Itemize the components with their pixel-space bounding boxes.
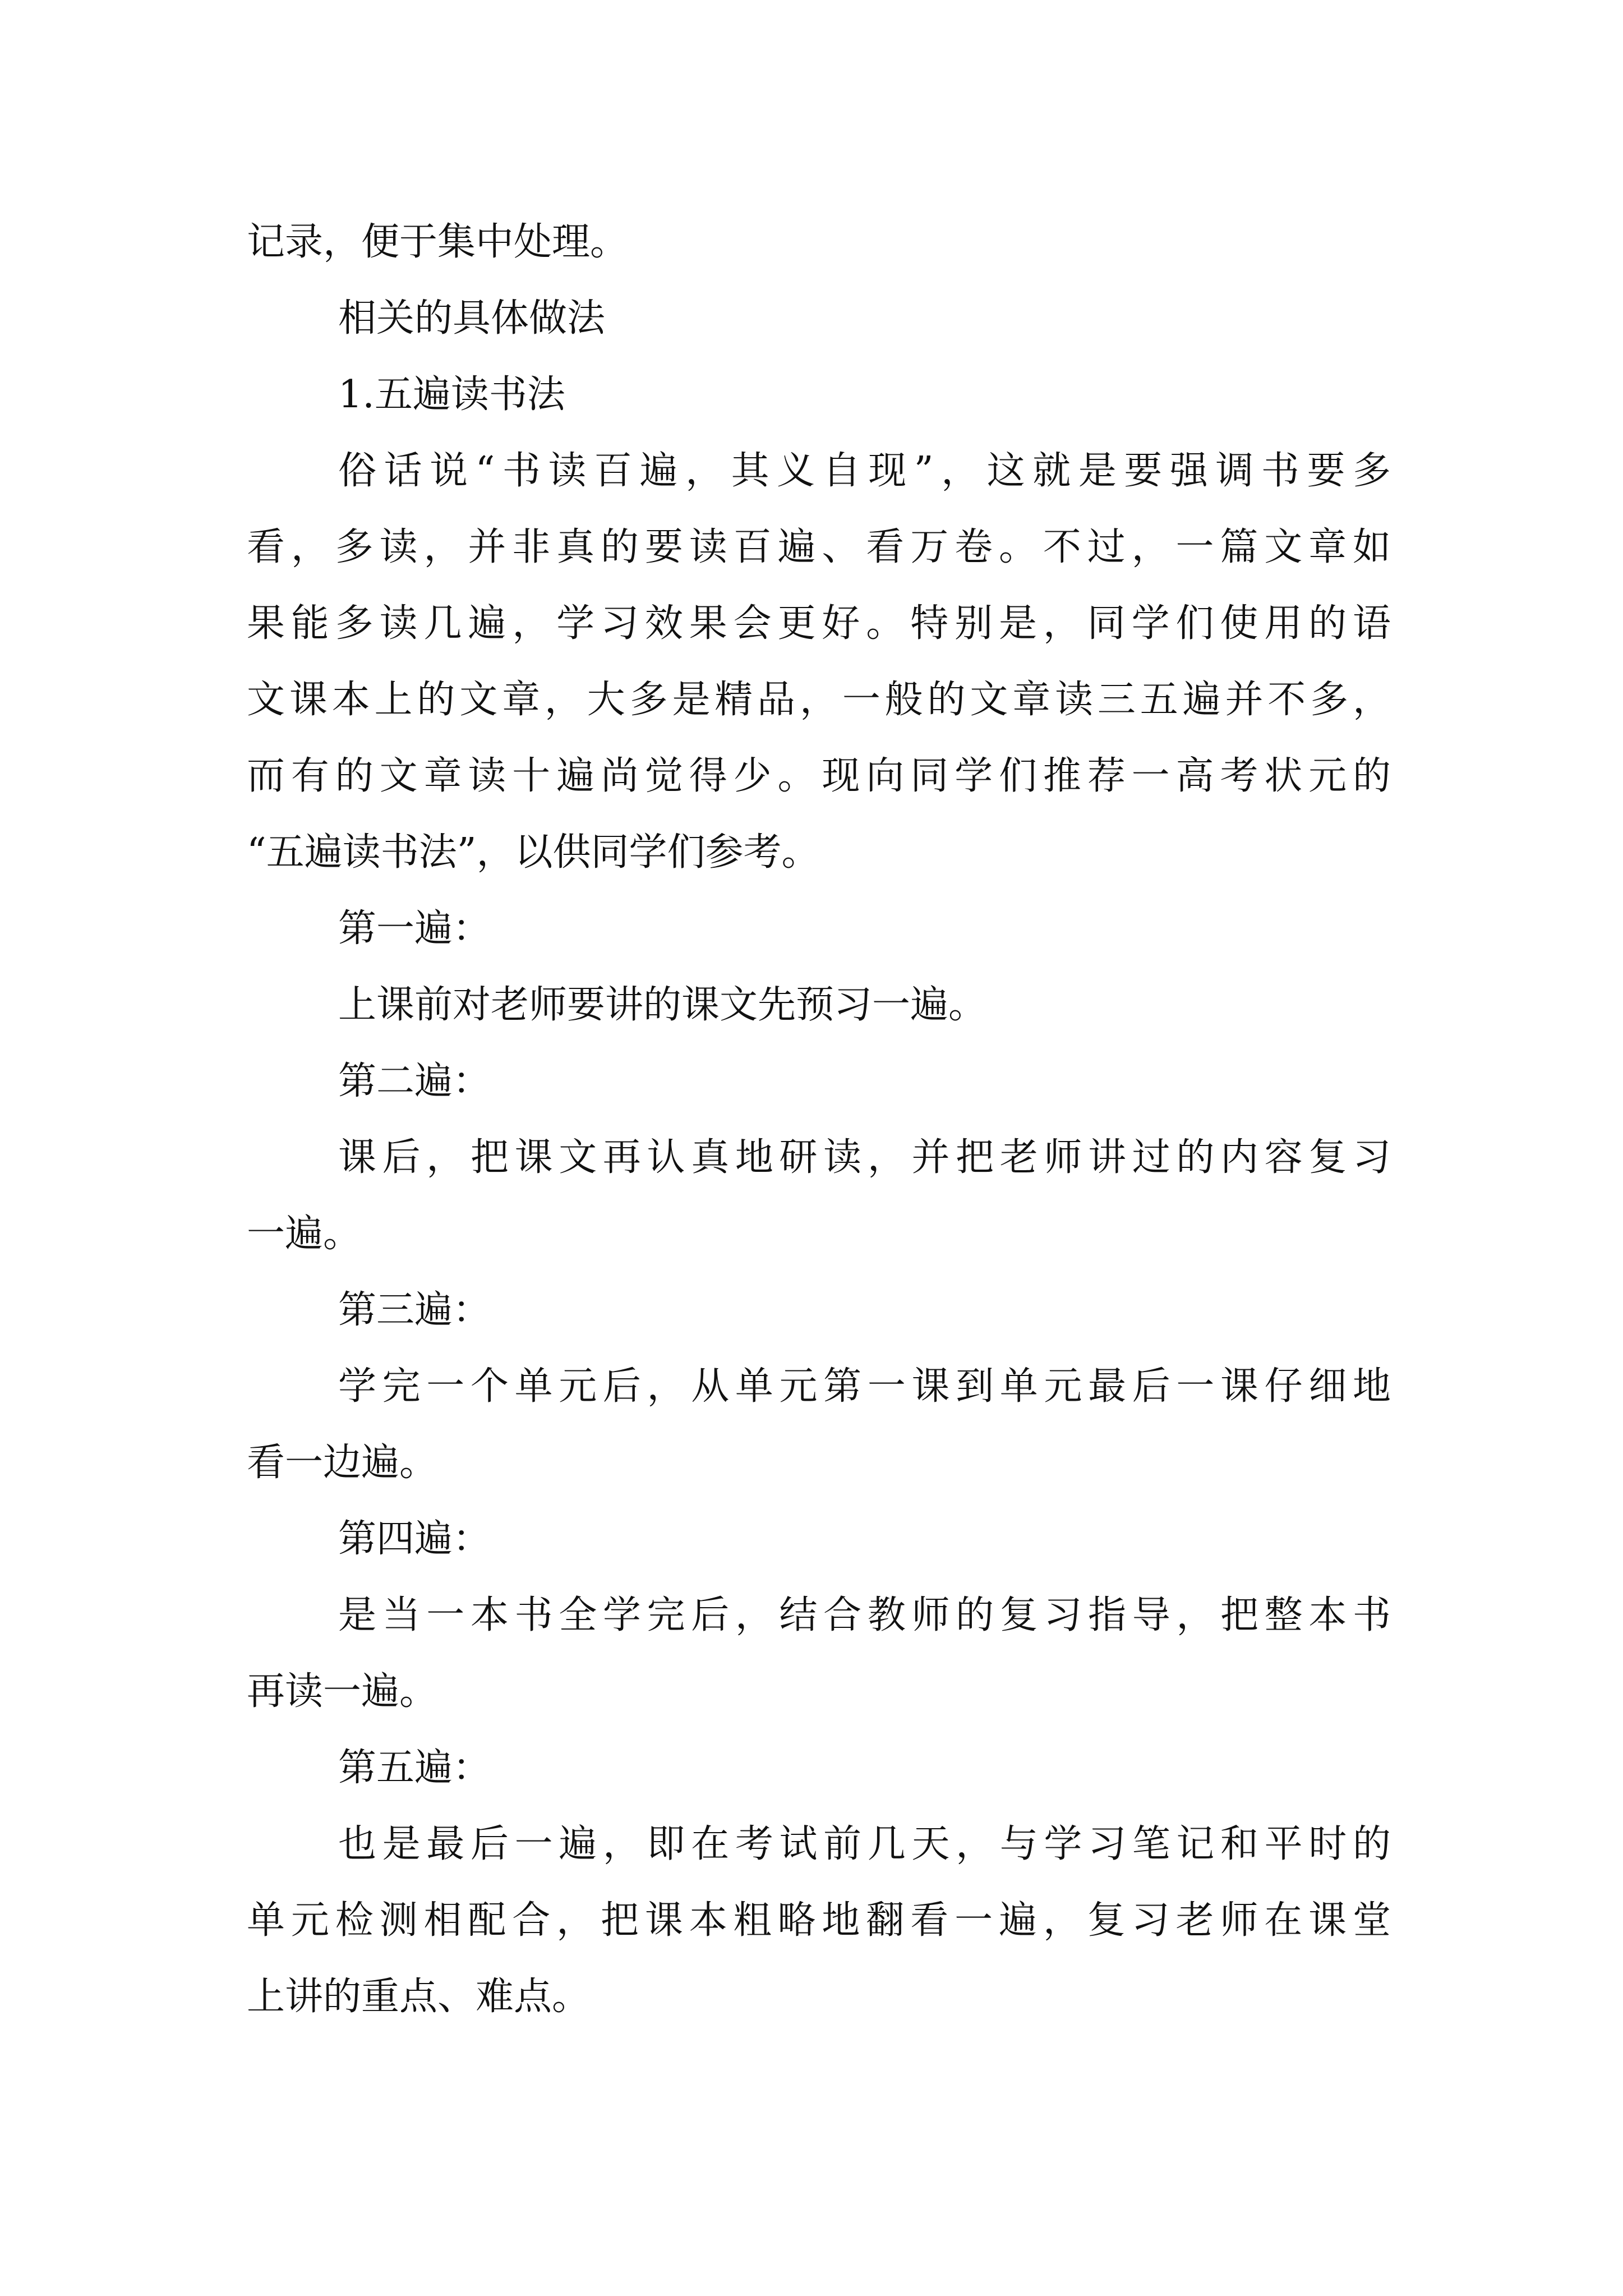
step-text-5-end: 上讲的重点、难点。	[247, 1975, 591, 2019]
step-label-3: 第三遍：	[338, 1288, 491, 1332]
step-text-5-cont: 单元检测相配合，把课本粗略地翻看一遍，复习老师在课堂	[247, 1898, 1391, 1943]
step-label-4: 第四遍：	[338, 1517, 491, 1561]
section-heading: 相关的具体做法	[338, 296, 606, 341]
paragraph-line: 文课本上的文章，大多是精品，一般的文章读三五遍并不多，	[247, 678, 1391, 722]
subsection-heading: 1.五遍读书法	[338, 372, 565, 417]
step-text-5: 也是最后一遍，即在考试前几天，与学习笔记和平时的	[338, 1822, 1391, 1866]
text-line-1: 记录，便于集中处理。	[247, 220, 629, 264]
step-text-4-cont: 再读一遍。	[247, 1669, 438, 1714]
paragraph-line: 看，多读，并非真的要读百遍、看万卷。不过，一篇文章如	[247, 525, 1391, 569]
paragraph-line: 果能多读几遍，学习效果会更好。特别是，同学们使用的语	[247, 601, 1391, 646]
paragraph-line: 俗话说“书读百遍，其义自现”，这就是要强调书要多	[338, 449, 1391, 493]
step-text-3: 学完一个单元后，从单元第一课到单元最后一课仔细地	[338, 1364, 1391, 1409]
step-text-3-cont: 看一边遍。	[247, 1441, 438, 1485]
step-label-5: 第五遍：	[338, 1746, 491, 1790]
step-label-2: 第二遍：	[338, 1059, 491, 1103]
step-text-4: 是当一本书全学完后，结合教师的复习指导，把整本书	[338, 1593, 1391, 1637]
step-text-1: 上课前对老师要讲的课文先预习一遍。	[338, 983, 987, 1027]
step-text-2-cont: 一遍。	[247, 1212, 362, 1256]
step-label-1: 第一遍：	[338, 907, 491, 951]
paragraph-line: 而有的文章读十遍尚觉得少。现向同学们推荐一高考状元的	[247, 754, 1391, 798]
step-text-2: 课后，把课文再认真地研读，并把老师讲过的内容复习	[338, 1135, 1391, 1180]
paragraph-line: “五遍读书法”，以供同学们参考。	[247, 830, 820, 875]
